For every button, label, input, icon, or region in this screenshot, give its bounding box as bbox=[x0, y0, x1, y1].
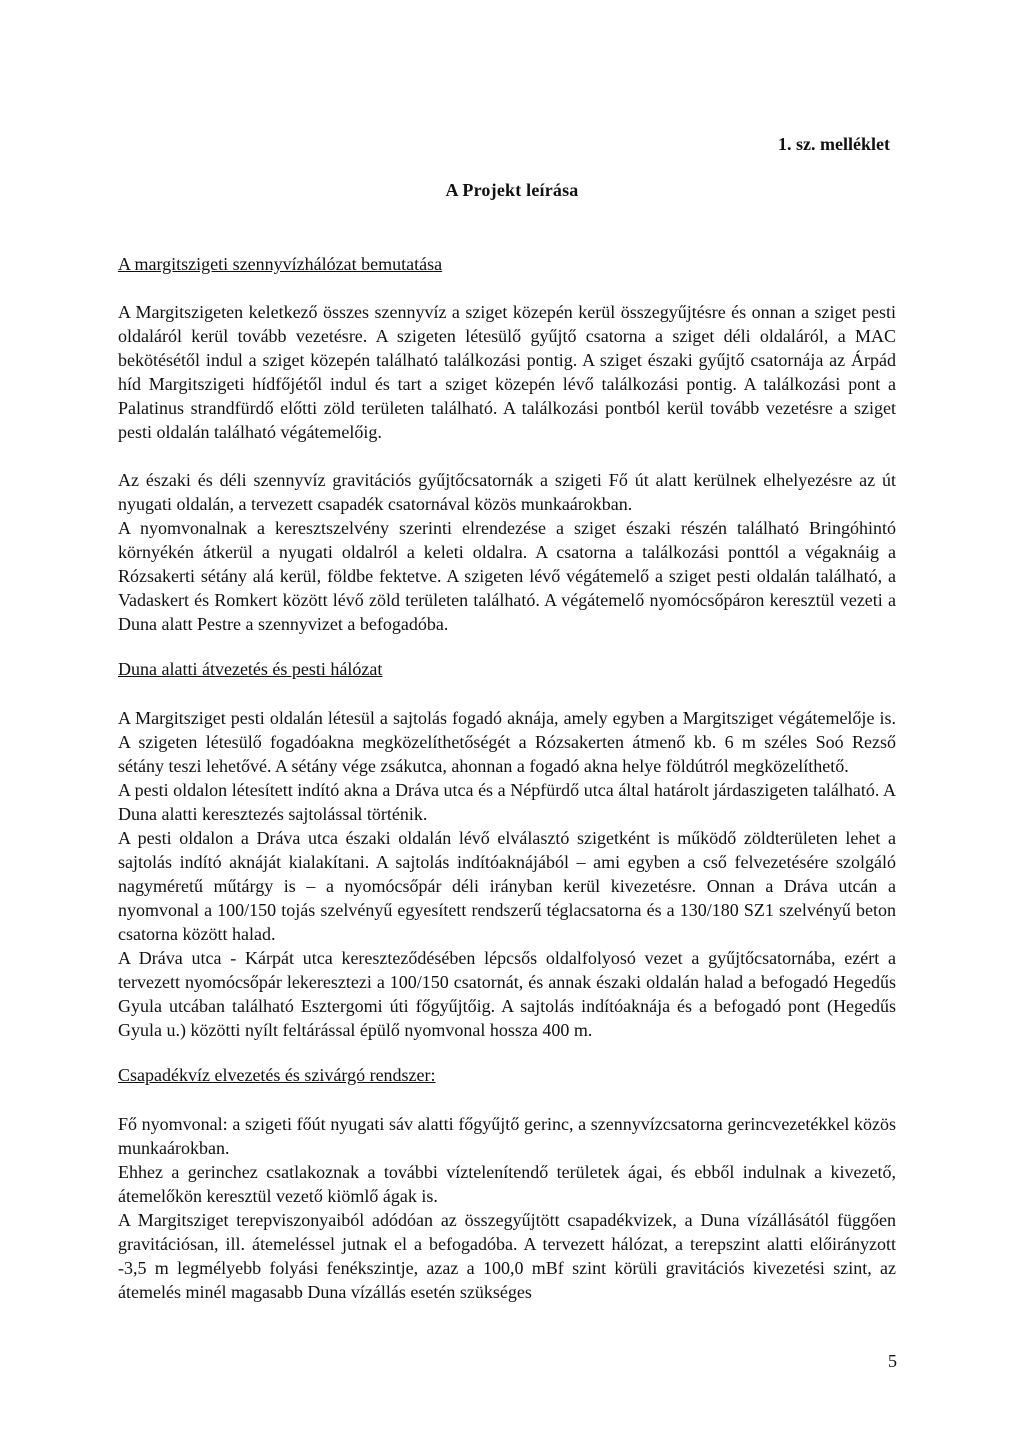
section-heading-sewer-network: A margitszigeti szennyvízhálózat bemutatása bbox=[118, 254, 443, 274]
paragraph: A pesti oldalon a Dráva utca északi oldalán lévő elválasztó szigetként is működő zöldterületen lehet a sajtolás indító aknáját kialakítani. A sajtolás indítóaknájából – ami egyben a cső felvezetésére szolgáló nagyméretű műtárgy is – a nyomócsőpár déli irányban kerül kivezetésre. Onnan a Dráva utcán a nyomvonal a 100/150 tojás szelvényű egyesített rendszerű téglacsatorna és a 130/180 SZ1 szelvényű beton csatorna között halad. bbox=[118, 828, 896, 944]
paragraph: A pesti oldalon létesített indító akna a Dráva utca és a Népfürdő utca által határolt járdaszigeten található. A Duna alatti keresztezés sajtolással történik. bbox=[118, 780, 896, 824]
paragraph: A Dráva utca - Kárpát utca kereszteződésében lépcsős oldalfolyosó vezet a gyűjtőcsatornába, ezért a tervezett nyomócsőpár lekeresztezi a 100/150 csatornát, és annak északi oldalán halad a befogadó Hegedűs Gyula utcában található Esztergomi úti főgyűjtőig. A sajtolás indítóaknája és a befogadó pont (Hegedűs Gyula u.) közötti nyílt feltárással épülő nyomvonal hossza 400 m. bbox=[118, 948, 896, 1040]
paragraph: A Margitszigeten keletkező összes szennyvíz a sziget közepén kerül összegyűjtésre és onnan a sziget pesti oldaláról kerül tovább vezetésre. A szigeten létesülő gyűjtő csatorna a sziget déli oldaláról, a MAC bekötésétől indul a sziget közepén található találkozási pontig. A sziget északi gyűjtő csatornája az Árpád híd Margitszigeti hídfőjétől indul és tart a sziget közepén lévő találkozási pontig. A találkozási pont a Palatinus strandfürdő előtti zöld területen található. A találkozási pontból kerül tovább vezetésre a sziget pesti oldalán található végátemelőig. bbox=[118, 302, 896, 442]
paragraph: Ehhez a gerinchez csatlakoznak a további víztelenítendő területek ágai, és ebből indulnak a kivezető, átemelőkön keresztül vezető kiömlő ágak is. bbox=[118, 1162, 896, 1206]
page-number: 5 bbox=[888, 1351, 897, 1371]
paragraph: Fő nyomvonal: a szigeti főút nyugati sáv alatti főgyűjtő gerinc, a szennyvízcsatorna gerincvezetékkel közös munkaárokban. bbox=[118, 1114, 896, 1158]
page-title: A Projekt leírása bbox=[445, 180, 579, 200]
paragraph: A Margitsziget terepviszonyaiból adódóan az összegyűjtött csapadékvizek, a Duna vízállásától függően gravitációsan, ill. átemeléssel jutnak el a befogadóba. A tervezett hálózat, a terepszint alatti előirányzott -3,5 m legmélyebb folyási fenékszintje, azaz a 100,0 mBf szint körüli gravitációs kivezetési szint, az átemelés minél magasabb Duna vízállás esetén szükséges bbox=[118, 1210, 896, 1302]
paragraph: Az északi és déli szennyvíz gravitációs gyűjtőcsatornák a szigeti Fő út alatt kerülnek elhelyezésre az út nyugati oldalán, a tervezett csapadék csatornával közös munkaárokban. bbox=[118, 470, 896, 514]
section-heading-danube-crossing: Duna alatti átvezetés és pesti hálózat bbox=[118, 659, 383, 679]
document-body bbox=[118, 252, 896, 1304]
paragraph: A nyomvonalnak a keresztszelvény szerinti elrendezése a sziget északi részén található Bringóhintó környékén átkerül a nyugati oldalról a keleti oldalra. A csatorna a találkozási ponttól a végaknáig a Rózsakerti sétány alá kerül, földbe fektetve. A szigeten lévő végátemelő a sziget pesti oldalán található, a Vadaskert és Romkert között lévő zöld területen található. A végátemelő nyomócsőpáron keresztül vezeti a Duna alatt Pestre a szennyvizet a befogadóba. bbox=[118, 518, 896, 634]
annex-label: 1. sz. melléklet bbox=[778, 134, 890, 154]
paragraph: A Margitsziget pesti oldalán létesül a sajtolás fogadó aknája, amely egyben a Margitsziget végátemelője is. A szigeten létesülő fogadóakna megközelíthetőségét a Rózsakerten átmenő kb. 6 m széles Soó Rezső sétány teszi lehetővé. A sétány vége zsákutca, ahonnan a fogadó akna helye földútról megközelíthető. bbox=[118, 708, 896, 776]
section-heading-stormwater: Csapadékvíz elvezetés és szivárgó rendszer: bbox=[118, 1065, 436, 1085]
